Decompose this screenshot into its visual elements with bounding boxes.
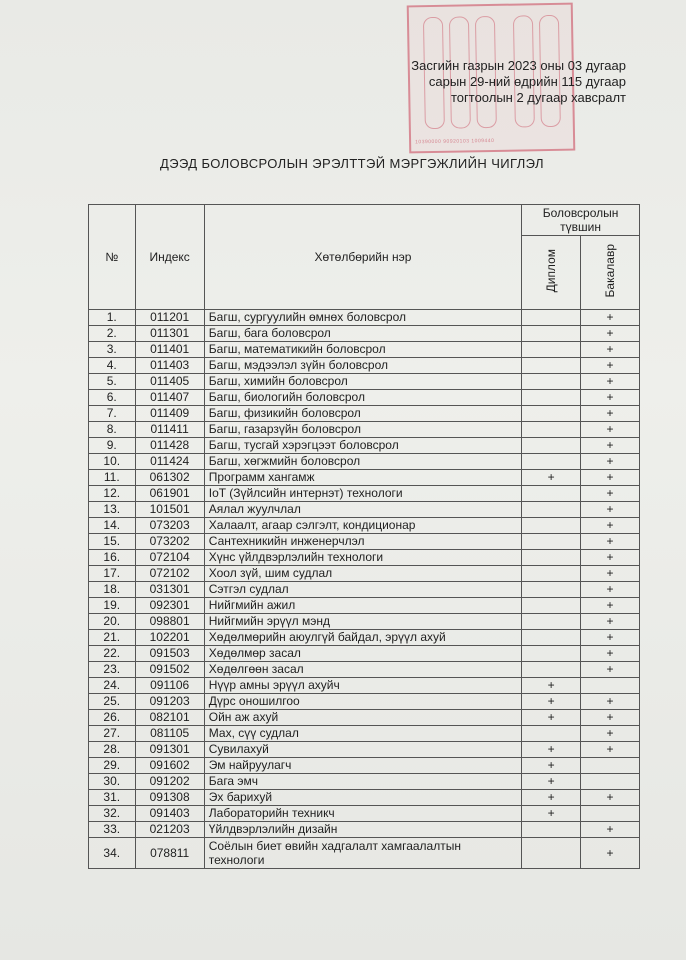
row-program-name: Эм найруулагч: [204, 758, 521, 774]
row-bachelor-mark: +: [581, 710, 640, 726]
table-row: [89, 742, 640, 758]
row-program-name: Эх барихуй: [204, 790, 521, 806]
row-bachelor-mark: +: [581, 518, 640, 534]
row-index: 011407: [135, 390, 204, 406]
table-row: [89, 614, 640, 630]
row-program-name: Багш, физикийн боловсрол: [204, 406, 521, 422]
row-diploma-mark: +: [522, 470, 581, 486]
row-bachelor-mark: +: [581, 614, 640, 630]
row-program-name: Сантехникийн инженерчлэл: [204, 534, 521, 550]
row-index: 091403: [135, 806, 204, 822]
row-number: 31.: [89, 790, 136, 806]
row-diploma-mark: [522, 454, 581, 470]
table-row: [89, 438, 640, 454]
row-number: 14.: [89, 518, 136, 534]
row-diploma-mark: [522, 838, 581, 869]
row-number: 6.: [89, 390, 136, 406]
row-bachelor-mark: [581, 806, 640, 822]
row-bachelor-mark: +: [581, 550, 640, 566]
row-number: 1.: [89, 310, 136, 326]
stamp-serial: 10390000 90920103 1009440: [415, 137, 495, 146]
row-bachelor-mark: +: [581, 790, 640, 806]
row-diploma-mark: +: [522, 758, 581, 774]
row-diploma-mark: +: [522, 694, 581, 710]
row-index: 061901: [135, 486, 204, 502]
row-program-name: Нийгмийн эрүүл мэнд: [204, 614, 521, 630]
row-bachelor-mark: +: [581, 502, 640, 518]
row-bachelor-mark: +: [581, 374, 640, 390]
row-index: 021203: [135, 822, 204, 838]
row-diploma-mark: [522, 374, 581, 390]
row-program-name: Лабораторийн техникч: [204, 806, 521, 822]
row-bachelor-mark: +: [581, 662, 640, 678]
row-program-name: Мах, сүү судлал: [204, 726, 521, 742]
table-body: [89, 310, 640, 869]
row-program-name: Хөдөлмөр засал: [204, 646, 521, 662]
row-number: 19.: [89, 598, 136, 614]
row-index: 091301: [135, 742, 204, 758]
row-program-name: Багш, математикийн боловсрол: [204, 342, 521, 358]
header-no: №: [89, 205, 136, 310]
programs-table: [88, 204, 640, 869]
row-program-name: Халаалт, агаар сэлгэлт, кондиционар: [204, 518, 521, 534]
row-bachelor-mark: +: [581, 422, 640, 438]
row-bachelor-mark: +: [581, 310, 640, 326]
row-program-name: Ойн аж ахуй: [204, 710, 521, 726]
row-index: 031301: [135, 582, 204, 598]
row-program-name: Аялал жуулчлал: [204, 502, 521, 518]
row-bachelor-mark: +: [581, 582, 640, 598]
row-index: 011201: [135, 310, 204, 326]
header-diploma: [522, 236, 581, 310]
row-index: 073202: [135, 534, 204, 550]
row-diploma-mark: [522, 726, 581, 742]
row-number: 22.: [89, 646, 136, 662]
header-diploma-label: Диплом: [543, 248, 558, 293]
row-number: 23.: [89, 662, 136, 678]
row-index: 011428: [135, 438, 204, 454]
row-index: 011301: [135, 326, 204, 342]
row-diploma-mark: [522, 310, 581, 326]
row-bachelor-mark: +: [581, 326, 640, 342]
row-number: 20.: [89, 614, 136, 630]
row-diploma-mark: [522, 486, 581, 502]
row-number: 11.: [89, 470, 136, 486]
row-bachelor-mark: +: [581, 390, 640, 406]
row-number: 33.: [89, 822, 136, 838]
row-diploma-mark: [522, 614, 581, 630]
row-number: 34.: [89, 838, 136, 869]
row-program-name: Хөдөлмөрийн аюулгүй байдал, эрүүл ахуй: [204, 630, 521, 646]
row-number: 18.: [89, 582, 136, 598]
row-program-name: Багш, хөгжмийн боловсрол: [204, 454, 521, 470]
header-level: Боловсролын түвшин: [522, 205, 640, 236]
table-row: [89, 454, 640, 470]
row-number: 7.: [89, 406, 136, 422]
row-index: 098801: [135, 614, 204, 630]
table-row: [89, 582, 640, 598]
row-number: 8.: [89, 422, 136, 438]
row-number: 29.: [89, 758, 136, 774]
document-title: ДЭЭД БОЛОВСРОЛЫН ЭРЭЛТТЭЙ МЭРГЭЖЛИЙН ЧИГЛЭЛ: [160, 156, 544, 171]
row-diploma-mark: +: [522, 678, 581, 694]
row-bachelor-mark: [581, 678, 640, 694]
table-row: [89, 390, 640, 406]
row-index: 072104: [135, 550, 204, 566]
row-program-name: Нүүр амны эрүүл ахуйч: [204, 678, 521, 694]
row-index: 061302: [135, 470, 204, 486]
row-index: 091106: [135, 678, 204, 694]
row-index: 091203: [135, 694, 204, 710]
table-row: [89, 806, 640, 822]
row-index: 073203: [135, 518, 204, 534]
header-name: Хөтөлбөрийн нэр: [204, 205, 521, 310]
table-row: [89, 486, 640, 502]
table-row: [89, 694, 640, 710]
row-bachelor-mark: +: [581, 822, 640, 838]
row-index: 081105: [135, 726, 204, 742]
row-number: 28.: [89, 742, 136, 758]
row-program-name: Сэтгэл судлал: [204, 582, 521, 598]
row-number: 16.: [89, 550, 136, 566]
row-bachelor-mark: +: [581, 726, 640, 742]
row-diploma-mark: +: [522, 742, 581, 758]
row-number: 32.: [89, 806, 136, 822]
row-program-name: Багш, тусгай хэрэгцээт боловсрол: [204, 438, 521, 454]
row-index: 072102: [135, 566, 204, 582]
row-diploma-mark: [522, 502, 581, 518]
row-bachelor-mark: +: [581, 566, 640, 582]
table-row: [89, 822, 640, 838]
row-number: 13.: [89, 502, 136, 518]
table-row: [89, 726, 640, 742]
row-number: 21.: [89, 630, 136, 646]
table-row: [89, 758, 640, 774]
table-row: [89, 374, 640, 390]
row-bachelor-mark: +: [581, 646, 640, 662]
row-bachelor-mark: +: [581, 342, 640, 358]
row-program-name: Хүнс үйлдвэрлэлийн технологи: [204, 550, 521, 566]
table-row: [89, 662, 640, 678]
row-diploma-mark: +: [522, 806, 581, 822]
row-program-name: Бага эмч: [204, 774, 521, 790]
row-diploma-mark: [522, 566, 581, 582]
table-row: [89, 326, 640, 342]
row-index: 102201: [135, 630, 204, 646]
table-row: [89, 710, 640, 726]
row-number: 9.: [89, 438, 136, 454]
row-bachelor-mark: [581, 774, 640, 790]
row-diploma-mark: [522, 518, 581, 534]
row-index: 101501: [135, 502, 204, 518]
row-program-name: Үйлдвэрлэлийн дизайн: [204, 822, 521, 838]
row-bachelor-mark: +: [581, 838, 640, 869]
row-number: 2.: [89, 326, 136, 342]
row-bachelor-mark: +: [581, 598, 640, 614]
row-program-name: Багш, биологийн боловсрол: [204, 390, 521, 406]
annex-note: [411, 58, 626, 106]
row-diploma-mark: [522, 326, 581, 342]
row-number: 17.: [89, 566, 136, 582]
row-number: 15.: [89, 534, 136, 550]
row-number: 25.: [89, 694, 136, 710]
row-bachelor-mark: +: [581, 486, 640, 502]
table-row: [89, 598, 640, 614]
row-diploma-mark: [522, 406, 581, 422]
table-row: [89, 358, 640, 374]
row-index: 078811: [135, 838, 204, 869]
row-program-name: Багш, бага боловсрол: [204, 326, 521, 342]
row-diploma-mark: [522, 438, 581, 454]
row-bachelor-mark: +: [581, 438, 640, 454]
row-diploma-mark: [522, 390, 581, 406]
row-index: 082101: [135, 710, 204, 726]
row-diploma-mark: [522, 646, 581, 662]
table-row: [89, 774, 640, 790]
row-index: 091503: [135, 646, 204, 662]
annex-note-line: тогтоолын 2 дугаар хавсралт: [450, 90, 626, 105]
row-diploma-mark: [522, 582, 581, 598]
row-index: 011424: [135, 454, 204, 470]
row-index: 092301: [135, 598, 204, 614]
row-index: 011403: [135, 358, 204, 374]
row-program-name: Сувилахуй: [204, 742, 521, 758]
header-bachelor: [581, 236, 640, 310]
row-bachelor-mark: +: [581, 630, 640, 646]
row-program-name: Дүрс оношилгоо: [204, 694, 521, 710]
row-number: 12.: [89, 486, 136, 502]
row-bachelor-mark: +: [581, 406, 640, 422]
row-number: 10.: [89, 454, 136, 470]
table-row: [89, 406, 640, 422]
header-index: Индекс: [135, 205, 204, 310]
row-program-name: Программ хангамж: [204, 470, 521, 486]
row-program-name: Хөдөлгөөн засал: [204, 662, 521, 678]
table-row: [89, 646, 640, 662]
row-diploma-mark: [522, 630, 581, 646]
row-number: 30.: [89, 774, 136, 790]
row-number: 5.: [89, 374, 136, 390]
row-program-name: Нийгмийн ажил: [204, 598, 521, 614]
header-bachelor-label: Бакалавр: [602, 243, 617, 298]
table-row: [89, 566, 640, 582]
table-row: [89, 518, 640, 534]
table-row: [89, 470, 640, 486]
table-row: [89, 422, 640, 438]
row-program-name: Багш, мэдээлэл зүйн боловсрол: [204, 358, 521, 374]
table-row: [89, 678, 640, 694]
row-number: 24.: [89, 678, 136, 694]
row-index: 091502: [135, 662, 204, 678]
table-row: [89, 630, 640, 646]
table-row: [89, 550, 640, 566]
table-row: [89, 838, 640, 869]
table-row: [89, 502, 640, 518]
annex-note-line: сарын 29-ний өдрийн 115 дугаар: [428, 74, 626, 89]
row-index: 091202: [135, 774, 204, 790]
row-diploma-mark: +: [522, 774, 581, 790]
row-bachelor-mark: +: [581, 470, 640, 486]
row-number: 4.: [89, 358, 136, 374]
row-index: 091602: [135, 758, 204, 774]
row-bachelor-mark: +: [581, 742, 640, 758]
row-program-name: IoT (Зүйлсийн интернэт) технологи: [204, 486, 521, 502]
row-index: 011409: [135, 406, 204, 422]
row-number: 3.: [89, 342, 136, 358]
row-program-name: Багш, сургуулийн өмнөх боловсрол: [204, 310, 521, 326]
table-row: [89, 342, 640, 358]
table-row: [89, 790, 640, 806]
row-diploma-mark: [522, 422, 581, 438]
row-index: 011405: [135, 374, 204, 390]
row-diploma-mark: [522, 342, 581, 358]
row-program-name: Багш, газарзүйн боловсрол: [204, 422, 521, 438]
row-diploma-mark: [522, 534, 581, 550]
table-row: [89, 534, 640, 550]
row-program-name: Соёлын биет өвийн хадгалалт хамгаалалтын технологи: [204, 838, 521, 869]
row-bachelor-mark: +: [581, 358, 640, 374]
row-diploma-mark: +: [522, 790, 581, 806]
row-index: 011401: [135, 342, 204, 358]
row-diploma-mark: [522, 822, 581, 838]
row-index: 091308: [135, 790, 204, 806]
row-bachelor-mark: +: [581, 694, 640, 710]
row-diploma-mark: [522, 662, 581, 678]
row-diploma-mark: +: [522, 710, 581, 726]
row-number: 27.: [89, 726, 136, 742]
row-bachelor-mark: [581, 758, 640, 774]
row-index: 011411: [135, 422, 204, 438]
table-row: [89, 310, 640, 326]
row-bachelor-mark: +: [581, 534, 640, 550]
row-diploma-mark: [522, 598, 581, 614]
row-diploma-mark: [522, 550, 581, 566]
row-number: 26.: [89, 710, 136, 726]
row-bachelor-mark: +: [581, 454, 640, 470]
annex-note-line: Засгийн газрын 2023 оны 03 дугаар: [411, 58, 626, 73]
row-program-name: Хоол зүй, шим судлал: [204, 566, 521, 582]
row-diploma-mark: [522, 358, 581, 374]
row-program-name: Багш, химийн боловсрол: [204, 374, 521, 390]
